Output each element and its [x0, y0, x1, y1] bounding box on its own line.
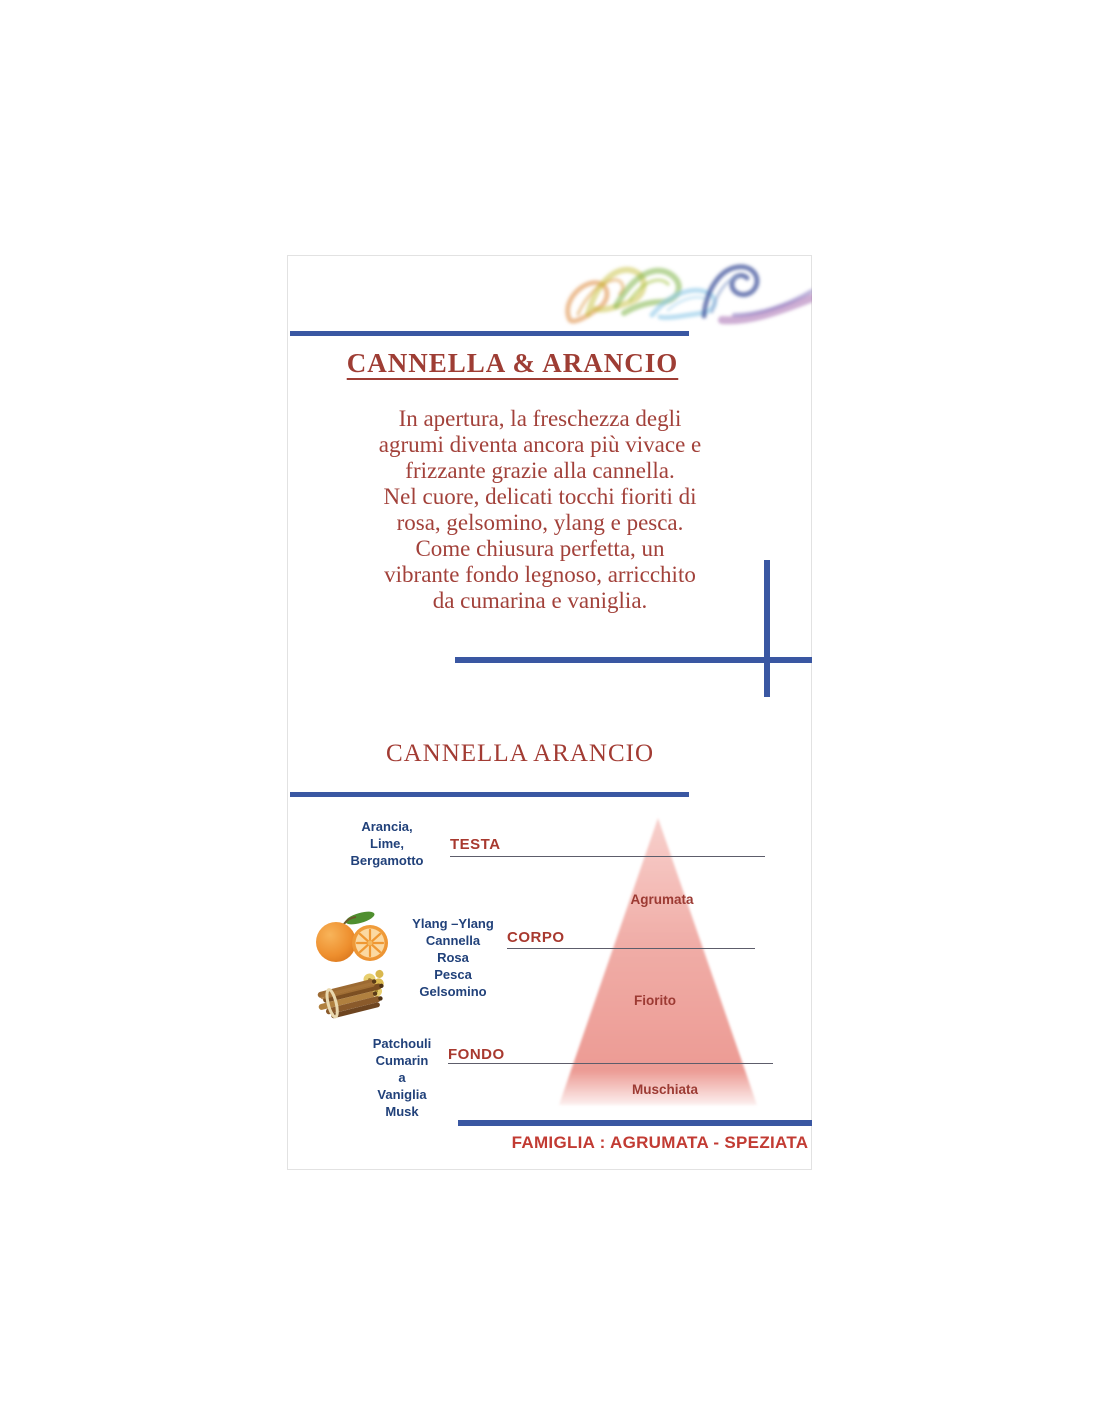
fondo-note-label: Muschiata: [631, 1082, 699, 1097]
corpo-stage-label: CORPO: [507, 929, 565, 946]
testa-ingredients: [327, 818, 447, 869]
fragrance-description: [320, 406, 760, 614]
ingredient: Cannella: [425, 933, 481, 948]
cinnamon-sticks-image: [311, 966, 395, 1024]
page-title: [290, 348, 735, 379]
smoke-wisp-graphic: [556, 256, 812, 334]
ingredient: Pesca: [434, 967, 472, 982]
description-line: frizzante grazie alla cannella.: [405, 458, 675, 483]
footer-rule: [458, 1120, 812, 1126]
testa-stage-label: TESTA: [450, 836, 501, 853]
ingredient: Patchouli: [372, 1036, 432, 1051]
cross-rule-vertical: [764, 560, 770, 697]
section-rule: [290, 792, 689, 797]
ingredient: Gelsomino: [419, 984, 487, 999]
testa-rule: [450, 856, 765, 857]
description-line: rosa, gelsomino, ylang e pesca.: [396, 510, 684, 535]
description-line: In apertura, la freschezza degli: [398, 406, 682, 431]
cross-rule-horizontal: [455, 657, 812, 663]
page-title-text: CANNELLA & ARANCIO: [346, 348, 679, 378]
fondo-ingredients: [342, 1035, 462, 1120]
ingredient: Musk: [385, 1104, 419, 1119]
family-label: FAMIGLIA : AGRUMATA - SPEZIATA: [511, 1133, 809, 1152]
fondo-stage-label: FONDO: [448, 1046, 505, 1063]
corpo-ingredients: [393, 915, 513, 1000]
corpo-rule: [507, 948, 755, 949]
ingredient: Arancia,: [361, 819, 413, 834]
ingredient: Lime,: [370, 836, 404, 851]
description-line: agrumi diventa ancora più vivace e: [378, 432, 702, 457]
description-line: da cumarina e vaniglia.: [432, 588, 648, 613]
ingredient: Cumarin: [375, 1053, 429, 1068]
ingredient: Bergamotto: [350, 853, 424, 868]
ingredient: a: [398, 1070, 406, 1085]
corpo-note-label: Fiorito: [634, 993, 676, 1008]
description-line: Nel cuore, delicati tocchi fioriti di: [383, 484, 697, 509]
header-rule: [290, 331, 689, 336]
description-line: vibrante fondo legnoso, arricchito: [384, 562, 696, 587]
fragrance-pyramid-graphic: [556, 814, 760, 1110]
ingredient: Rosa: [437, 950, 469, 965]
testa-note-label: Agrumata: [630, 892, 694, 907]
orange-fruit-image: [314, 910, 390, 964]
fondo-rule: [448, 1063, 773, 1064]
ingredient: Vaniglia: [377, 1087, 427, 1102]
ingredient: Ylang –Ylang: [412, 916, 494, 931]
section-title: CANNELLA ARANCIO: [385, 740, 655, 767]
description-line: Come chiusura perfetta, un: [415, 536, 665, 561]
